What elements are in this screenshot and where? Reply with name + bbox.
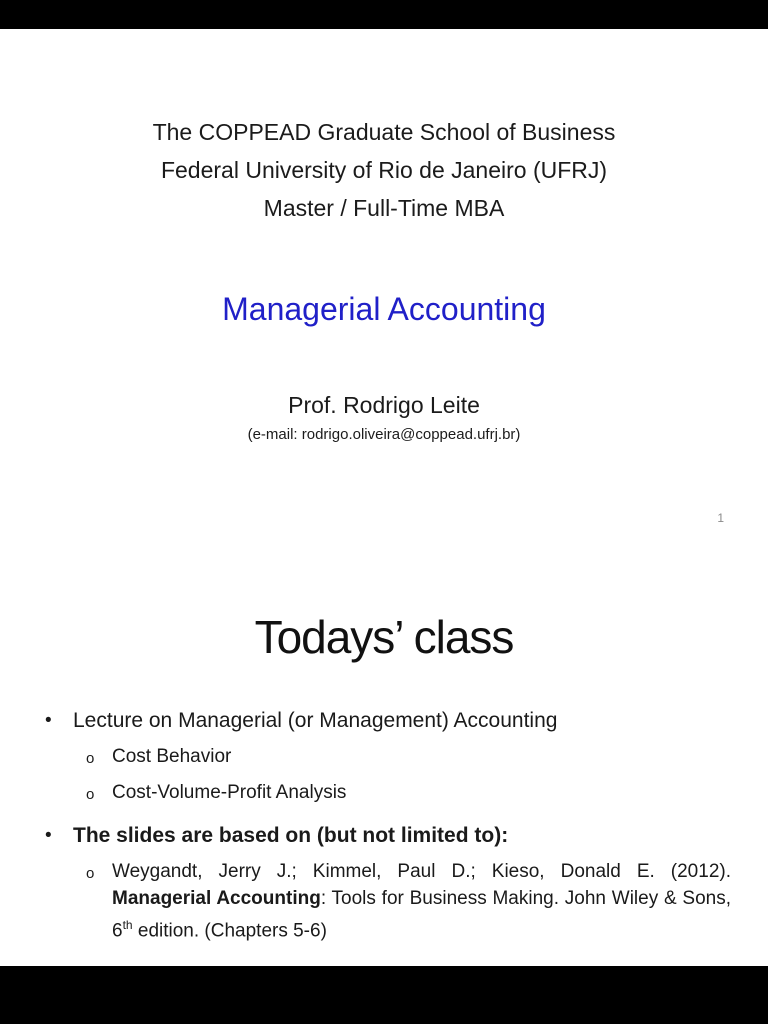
bullet-marker-icon: • (45, 825, 52, 846)
bullet-lecture-label: Lecture on Managerial (or Management) Accounting (73, 709, 558, 732)
sub-bullet-marker-icon: o (86, 786, 95, 803)
slide1-header-block (0, 113, 768, 227)
email-line: (e-mail: rodrigo.oliveira@coppead.ufrj.br) (247, 426, 521, 443)
citation-book-title: Managerial Accounting (112, 888, 321, 909)
bullet-lecture (0, 706, 768, 736)
university-line: Federal University of Rio de Janeiro (UFRJ) (160, 157, 608, 183)
bullet-marker-icon: • (45, 710, 52, 731)
edition-superscript: th (122, 918, 133, 932)
bottom-letterbox (0, 966, 768, 1024)
slide2-title: Todays’ class (254, 611, 514, 663)
bullet-list (0, 706, 768, 944)
professor-name: Prof. Rodrigo Leite (288, 392, 480, 418)
top-letterbox (0, 0, 768, 29)
sub-bullet-cvp-analysis (0, 779, 768, 808)
slide-2 (0, 600, 768, 944)
school-name-line: The COPPEAD Graduate School of Business (152, 119, 616, 145)
citation-line-1: Weygandt, Jerry J.; Kimmel, Paul D.; Kieso, Donald E. (2012). (112, 861, 731, 882)
sub-bullet-marker-icon: o (86, 750, 95, 767)
sub-bullet-cvp-analysis-label: Cost-Volume-Profit Analysis (112, 782, 347, 803)
bullet-slides-based-on-label: The slides are based on (but not limited to): (73, 824, 509, 847)
bullet-slides-based-on (0, 821, 768, 851)
citation-line-3: 6th edition. (Chapters 5-6) (112, 918, 327, 942)
program-line: Master / Full-Time MBA (263, 195, 505, 221)
citation-line-2: Managerial Accounting: Tools for Business Making. John Wiley & Sons, (112, 888, 732, 909)
sub-bullet-cost-behavior-label: Cost Behavior (112, 746, 232, 767)
slide-1 (0, 29, 768, 443)
sub-bullet-marker-icon: o (86, 865, 95, 882)
citation-text (112, 858, 731, 944)
sub-bullet-citation (0, 858, 768, 944)
page-number: 1 (717, 511, 724, 525)
course-title: Managerial Accounting (222, 291, 546, 327)
sub-bullet-cost-behavior (0, 743, 768, 772)
